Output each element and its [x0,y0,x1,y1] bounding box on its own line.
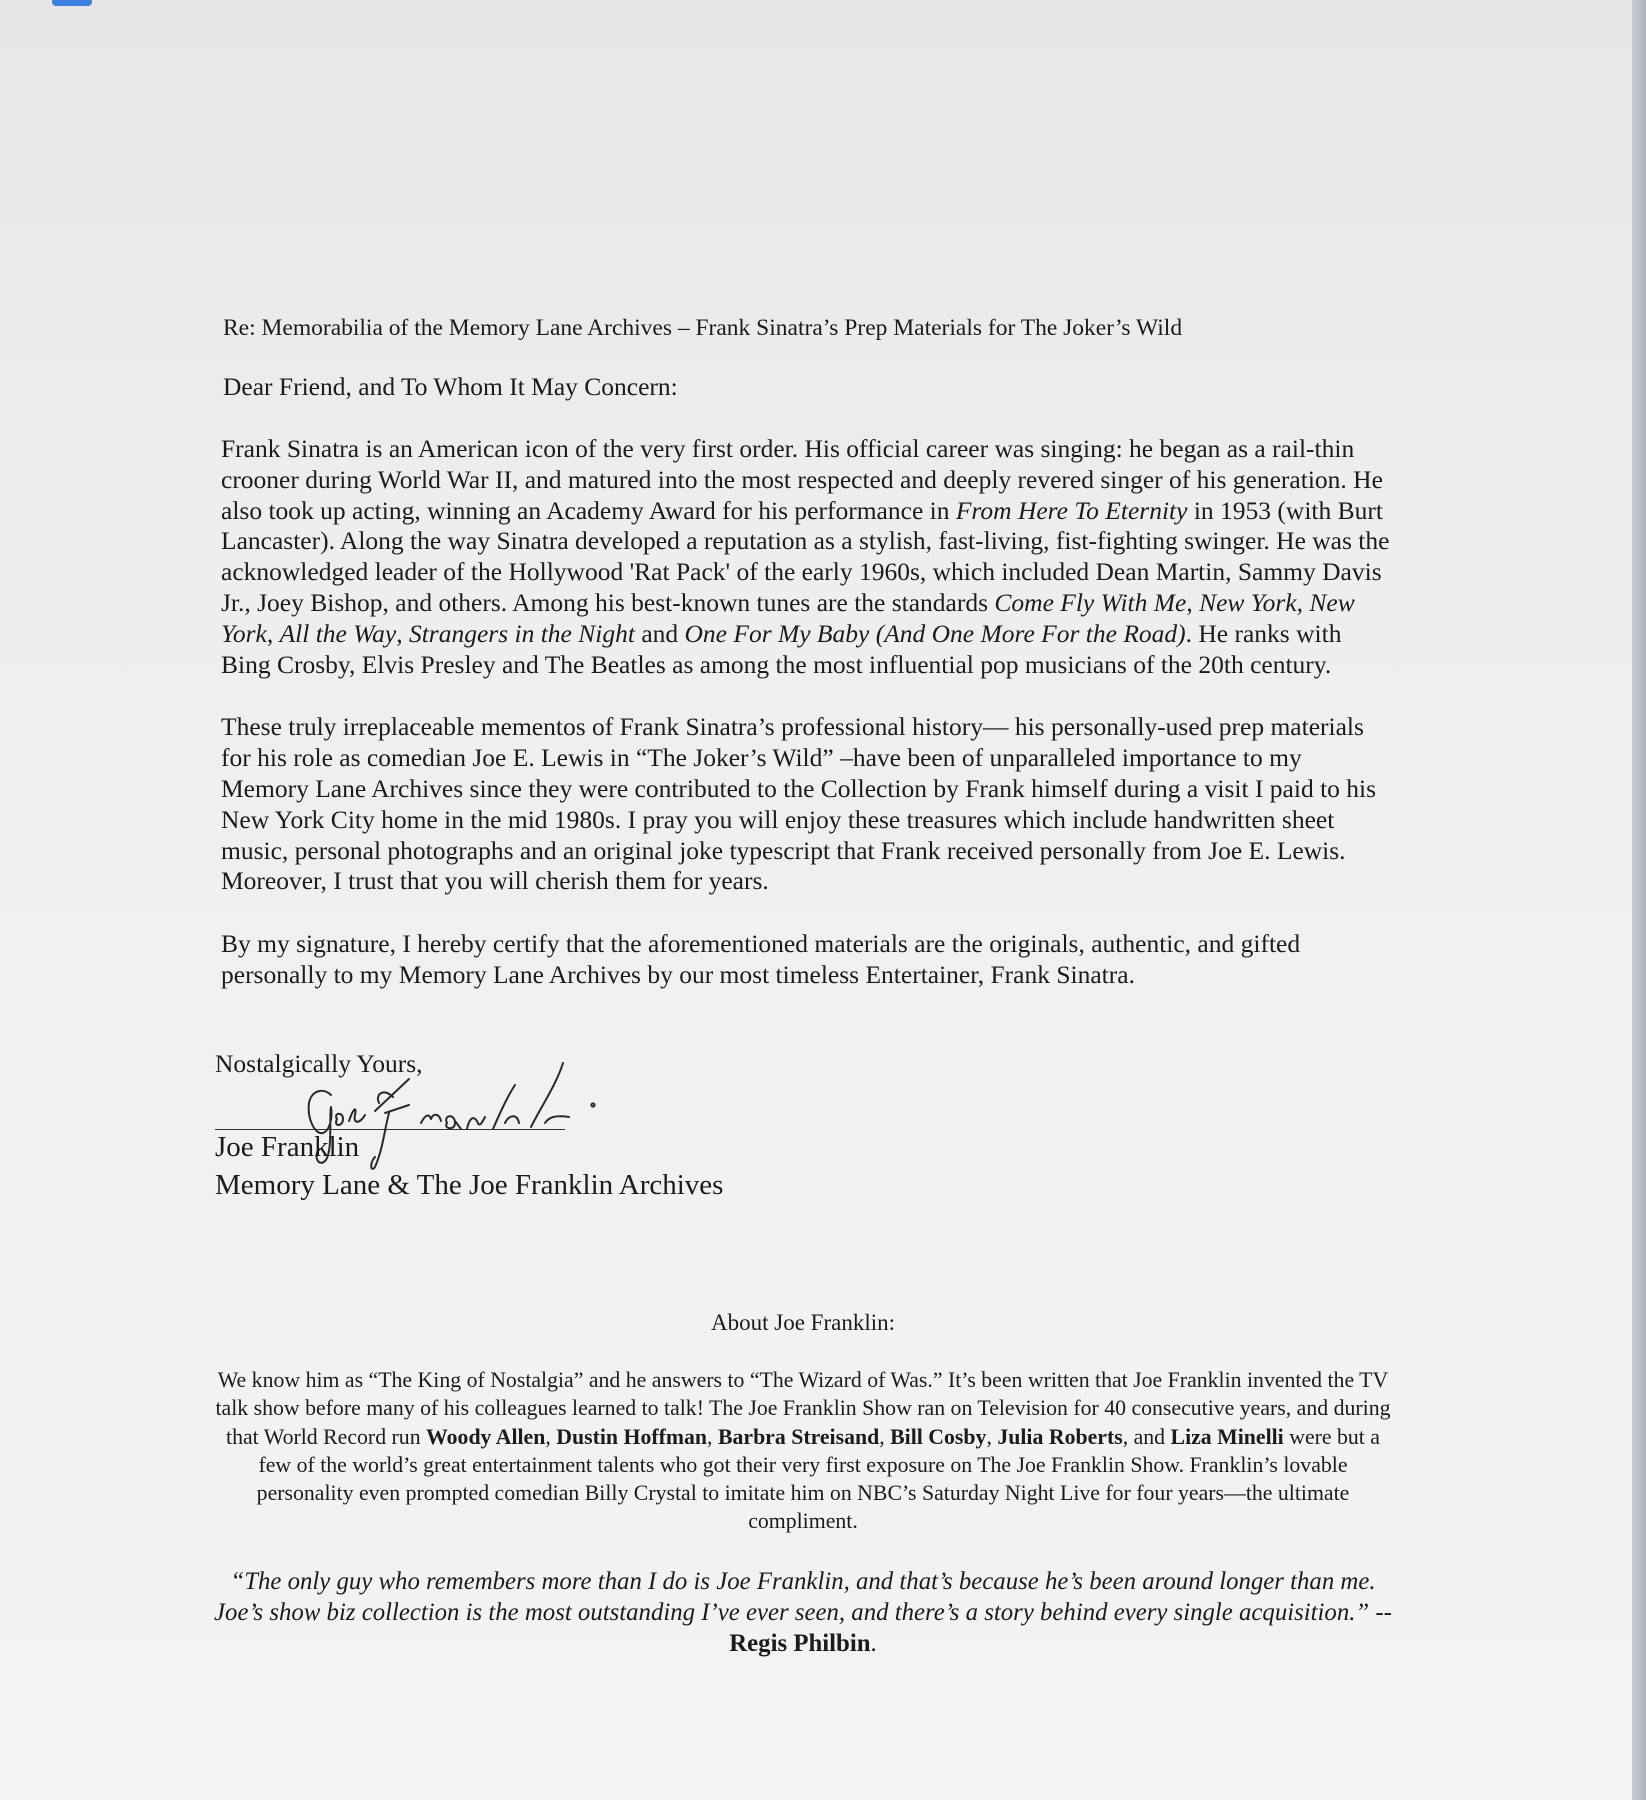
paragraph-sinatra-bio [221,434,1390,680]
separator: , [396,618,409,648]
quote-dash: -- [1369,1598,1392,1626]
quote-end: . [870,1629,877,1657]
celebrity-name: Julia Roberts [997,1424,1123,1449]
quote-text: “The only guy who remembers more than I do is Joe Franklin, and that’s because he’s been around longer than me. Joe’s show biz collection is the most outstanding I’ve ever seen, and there’s a story behind every single acquisition.” [214,1567,1376,1626]
bio-text-a: Frank Sinatra is an American icon of the very first order. His official career was singing: he began as a rail-thin crooner during World War II, and matured into the most respected and deeply revered singer of his generation. He also took up acting, winning an Academy Award for his performance in [221,434,1383,525]
letter-body [215,315,1390,1239]
about-section [213,1310,1393,1684]
bio-text-b: in 1953 (with Burt Lancaster). Along the way Sinatra developed a reputation as a stylish, fast-living, fist-fighting swinger. He was the acknowledged leader of the Hollywood 'Rat Pack' of the early 1960s, which included Dean Martin, Sammy Davis Jr., Joey Bishop, and others. Among his best-known tunes are the standards [221,495,1390,617]
subject-line: Re: Memorabilia of the Memory Lane Archives – Frank Sinatra’s Prep Materials for The Joker’s Wild [223,315,1183,341]
song-title: All the Way [279,618,397,648]
closing-block [215,1049,1390,1239]
about-text-a: We know him as “The King of Nostalgia” and he answers to “The Wizard of Was.” It’s been written that Joe Franklin invented the TV talk show before many of his colleagues learned to talk! The Joe Franklin Show ran on Television for 40 consecutive years, and during that World Record run [215,1368,1391,1449]
celebrity-name: Woody Allen [426,1424,546,1449]
paragraph-mementos: These truly irreplaceable mementos of Frank Sinatra’s professional history— his personally-used prep materials for his role as comedian Joe E. Lewis in “The Joker’s Wild” –have been of unparalleled importance to my Memory Lane Archives since they were contributed to the Collection by Frank himself during a visit I paid to his New York City home in the mid 1980s. I pray you will enjoy these treasures which include handwritten sheet music, personal photographs and an original joke typescript that Frank received personally from Joe E. Lewis. Moreover, I trust that you will cherish them for years. [221,712,1377,896]
celebrity-name: Bill Cosby [890,1424,987,1449]
song-title: New York, New York [221,587,1355,648]
song-title: Come Fly With Me [994,587,1187,617]
celebrity-name: Barbra Streisand [717,1424,880,1449]
valediction: Nostalgically Yours, [215,1048,423,1078]
paragraph-certification: By my signature, I hereby certify that the aforementioned materials are the originals, authentic, and gifted personally to my Memory Lane Archives by our most timeless Entertainer, Frank Sinatra. [221,929,1301,989]
separator: , [545,1424,557,1449]
about-body [213,1366,1393,1536]
separator: , [707,1424,718,1449]
celebrity-name: Dustin Hoffman [556,1424,708,1449]
separator: , [1186,587,1200,617]
separator: and [634,618,685,648]
corner-mark [52,0,92,6]
separator: , [986,1424,998,1449]
separator: , [266,618,280,648]
celebrity-name: Liza Minelli [1170,1424,1284,1449]
song-title: Strangers in the Night [408,618,635,648]
song-title: One For My Baby (And One More For the Road) [684,618,1186,648]
film-title: From Here To Eternity [955,495,1188,525]
quote-author: Regis Philbin [729,1629,871,1657]
salutation: Dear Friend, and To Whom It May Concern: [223,372,678,401]
page-edge-shadow [1632,0,1646,1800]
separator: , [879,1424,891,1449]
philbin-quote [213,1566,1393,1659]
signer-organization: Memory Lane & The Joe Franklin Archives [215,1168,724,1201]
about-title: About Joe Franklin: [711,1310,895,1335]
signer-name: Joe Franklin [215,1130,360,1163]
about-text-b: were but a few of the world’s great entertainment talents who got their very first exposure on The Joe Franklin Show. Franklin’s lovable personality even prompted comedian Billy Crystal to imitate him on NBC’s Saturday Night Live for four years—the ultimate compliment. [256,1424,1380,1534]
separator: , and [1122,1424,1171,1449]
bio-text-c: . He ranks with Bing Crosby, Elvis Presley and The Beatles as among the most influential pop musicians of the 20th century. [221,618,1342,679]
